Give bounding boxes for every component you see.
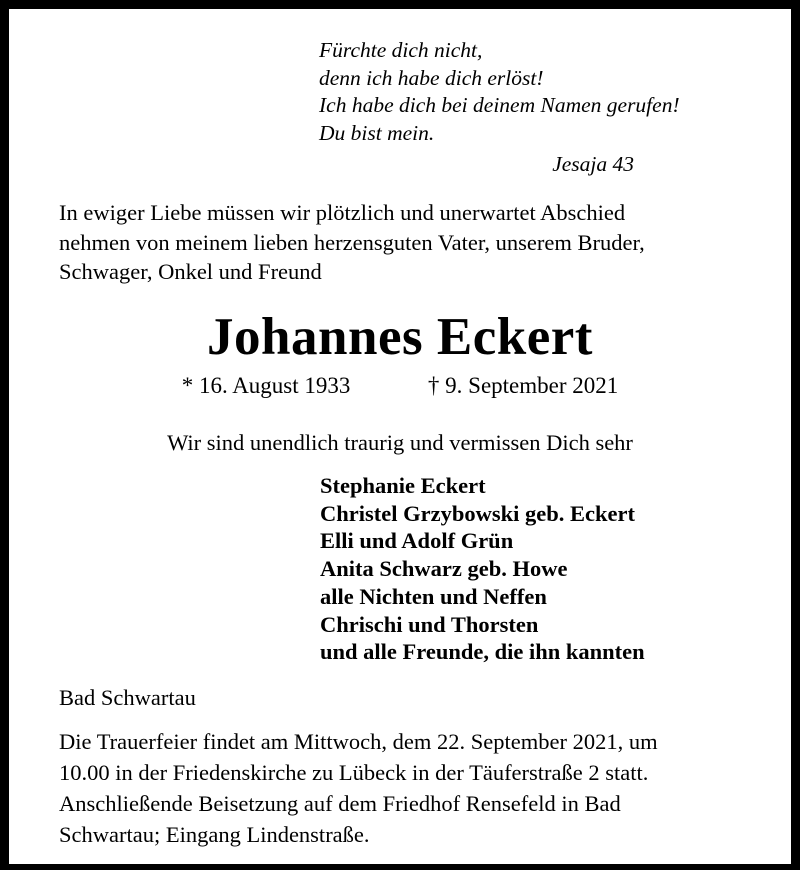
epigraph-block (59, 37, 741, 179)
death-date: 9. September 2021 (445, 373, 619, 398)
place-label: Bad Schwartau (59, 685, 196, 710)
epigraph-attribution: Jesaja 43 (552, 152, 634, 176)
survivor-name: Christel Grzybowski geb. Eckert (320, 500, 635, 526)
death-symbol: † (427, 373, 440, 398)
intro-line-1: In ewiger Liebe müssen wir plötzlich und unerwartet Abschied (59, 200, 626, 225)
survivor-name: Stephanie Eckert (320, 473, 486, 498)
intro-line-2: nehmen von meinem lieben herzensguten Vater, unserem Bruder, (59, 229, 645, 255)
survivors-block (59, 472, 741, 666)
survivor-name: Anita Schwarz geb. Howe (320, 556, 568, 582)
mourning-line: Wir sind unendlich traurig und vermissen Dich sehr (167, 430, 633, 455)
survivor-name: alle Nichten und Neffen (320, 583, 547, 609)
service-line-4: Schwartau; Eingang Lindenstraße. (59, 822, 370, 847)
intro-paragraph (59, 198, 741, 287)
birth-symbol: * (181, 373, 194, 398)
survivor-name: Chrischi und Thorsten (320, 611, 539, 637)
service-line-1: Die Trauerfeier findet am Mittwoch, dem 22. September 2021, um (59, 729, 658, 754)
birth-date: 16. August 1933 (198, 373, 351, 398)
epigraph-line-3: Ich habe dich bei deinem Namen gerufen! (319, 93, 680, 117)
epigraph-line-1: Fürchte dich nicht, (319, 38, 483, 62)
epigraph-line-4: Du bist mein. (319, 120, 435, 145)
service-line-3: Anschließende Beisetzung auf dem Friedhof Rensefeld in Bad (59, 791, 621, 816)
deceased-dates (59, 371, 741, 401)
deceased-name: Johannes Eckert (207, 308, 593, 366)
epigraph-line-2: denn ich habe dich erlöst! (319, 65, 544, 90)
service-line-2: 10.00 in der Friedenskirche zu Lübeck in der Täuferstraße 2 statt. (59, 760, 649, 785)
service-details (59, 726, 741, 850)
intro-line-3: Schwager, Onkel und Freund (59, 259, 322, 284)
deceased-block (59, 306, 741, 401)
survivor-name: und alle Freunde, die ihn kannten (320, 639, 645, 665)
death-notice-inner-frame (9, 9, 791, 864)
survivor-name: Elli und Adolf Grün (320, 528, 514, 554)
